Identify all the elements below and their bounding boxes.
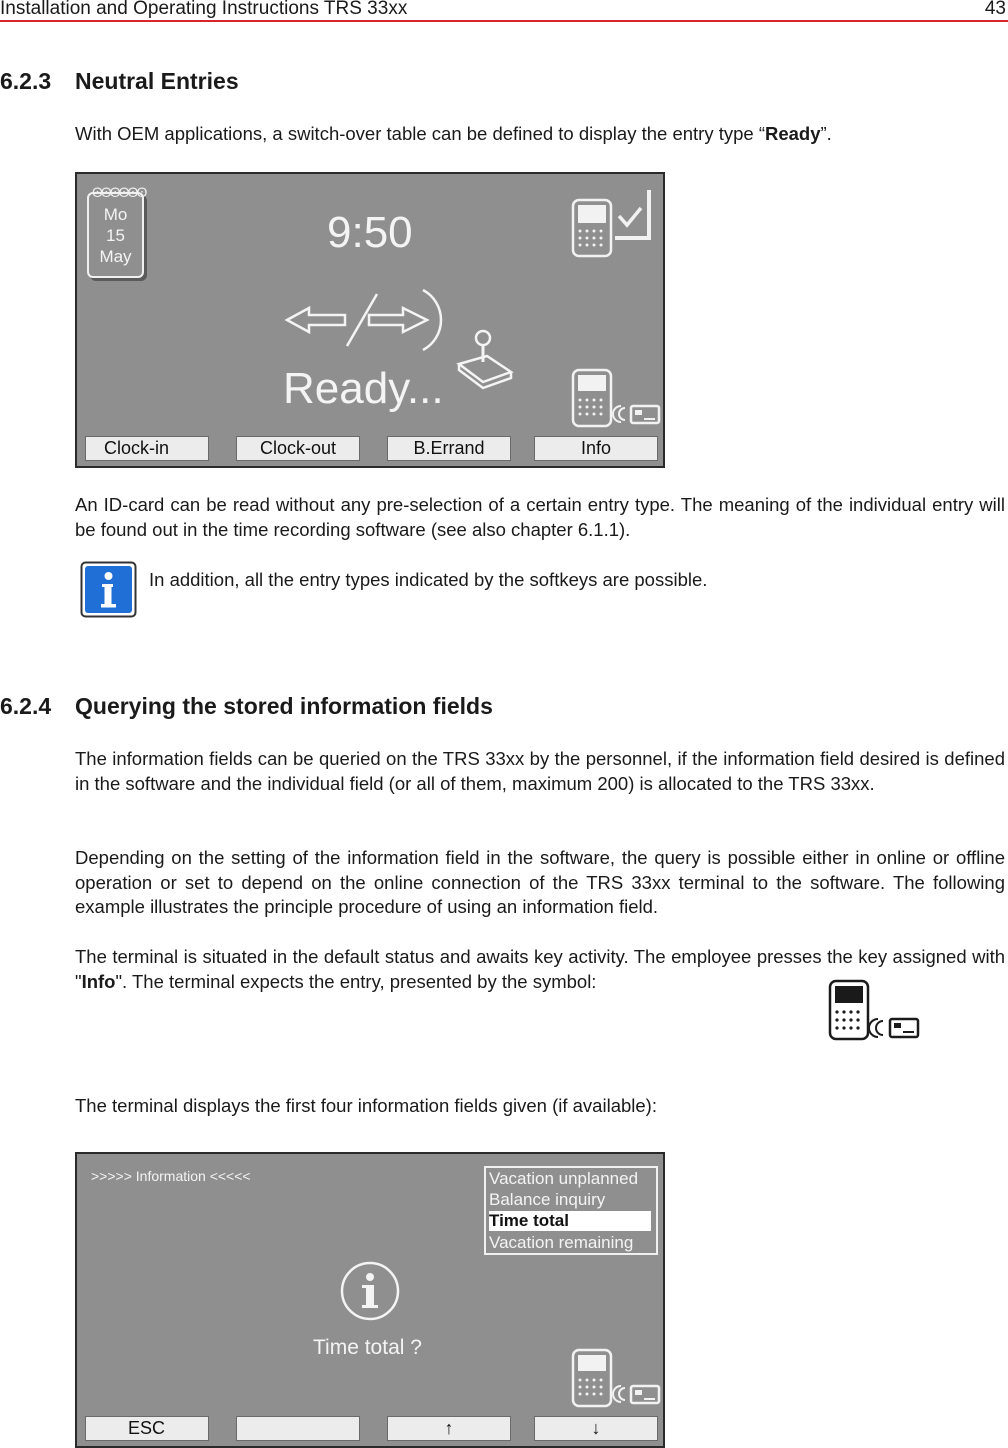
- softkey-info[interactable]: Info: [534, 436, 658, 461]
- section-624-paragraph-2: Depending on the setting of the information field in the software, the query is possible either in online or offline operation or set to depend on the online connection of the TRS 33xx terminal to the software. The following example illustrates the principle procedure of using an information field.: [75, 847, 1005, 917]
- p3-bold-info: Info: [81, 970, 116, 992]
- softkey-esc[interactable]: ESC: [85, 1416, 209, 1441]
- terminal-screen-ready: [75, 172, 665, 468]
- section-624-title: Querying the stored information fields: [75, 693, 493, 719]
- menu-item-vacation-unplanned[interactable]: Vacation unplanned: [489, 1169, 639, 1188]
- section-623-number: 6.2.3: [0, 68, 52, 94]
- softkey-blank[interactable]: [236, 1416, 360, 1441]
- card-reader-icon: [571, 368, 663, 430]
- calendar-day: Mo: [103, 205, 128, 224]
- info-note-text: In addition, all the entry types indicated by the softkeys are possible.: [149, 569, 708, 590]
- softkey-clock-in[interactable]: Clock-in: [85, 436, 209, 461]
- softkey-down-arrow[interactable]: ↓: [534, 1416, 658, 1441]
- menu-item-time-total[interactable]: Time total: [489, 1211, 651, 1231]
- information-menu: [484, 1166, 658, 1255]
- intro-text: With OEM applications, a switch-over table can be defined to display the entry type “: [75, 123, 765, 144]
- terminal-screen-information: [75, 1152, 665, 1448]
- paragraph-id-card: An ID-card can be read without any pre-selection of a certain entry type. The meaning of the individual entry will be found out in the time recording software (see also chapter 6.1.1).: [75, 494, 1005, 540]
- softkey-clock-out[interactable]: Clock-out: [236, 436, 360, 461]
- p3-text-end: ". The terminal expects the entry, presented by the symbol:: [115, 970, 597, 992]
- section-624-paragraph-4: The terminal displays the first four information fields given (if available):: [75, 1095, 657, 1116]
- menu-item-balance-inquiry[interactable]: Balance inquiry: [489, 1190, 606, 1209]
- section-624-paragraph-1: The information fields can be queried on the TRS 33xx by the personnel, if the information field desired is defined in the software and the individual field (or all of them, maximum 200) is allocated to the TRS 33xx.: [75, 748, 1005, 794]
- joystick-icon: [453, 328, 517, 392]
- card-reader-symbol-icon: [828, 979, 922, 1043]
- softkey-up-arrow[interactable]: ↑: [387, 1416, 511, 1441]
- info-note-icon: [80, 561, 137, 618]
- running-header-title: Installation and Operating Instructions TRS 33xx: [0, 0, 408, 19]
- calendar-icon: [87, 184, 146, 278]
- card-reader-icon: [571, 1348, 663, 1410]
- status-ready: Ready...: [283, 364, 444, 413]
- information-header: >>>>> Information <<<<<: [91, 1168, 251, 1184]
- section-624-heading: [0, 693, 1008, 723]
- section-623-title: Neutral Entries: [75, 68, 239, 94]
- page-number: 43: [984, 0, 1006, 19]
- p3-text: The terminal is situated in the default status and awaits key activity. The employee presses the key assigned with ": [75, 946, 1005, 992]
- intro-bold-ready: Ready: [764, 123, 821, 144]
- header-rule: [0, 20, 1008, 22]
- info-circle-icon: [339, 1260, 401, 1322]
- in-out-arrows-icon: [281, 284, 453, 356]
- intro-text-end: ”.: [820, 123, 832, 144]
- calendar-date: 15: [106, 226, 125, 245]
- calendar-rings: ʘʘʘʘʘʘ: [92, 184, 146, 200]
- menu-item-vacation-remaining[interactable]: Vacation remaining: [489, 1233, 634, 1252]
- calendar-month: May: [99, 247, 132, 266]
- section-623-heading: [0, 68, 1008, 98]
- softkey-business-errand[interactable]: B.Errand: [387, 436, 511, 461]
- terminal-check-icon: [571, 188, 655, 260]
- section-624-number: 6.2.4: [0, 693, 52, 719]
- query-question: Time total ?: [313, 1336, 422, 1359]
- section-623-intro: [75, 122, 1005, 147]
- clock-time: 9:50: [327, 208, 413, 257]
